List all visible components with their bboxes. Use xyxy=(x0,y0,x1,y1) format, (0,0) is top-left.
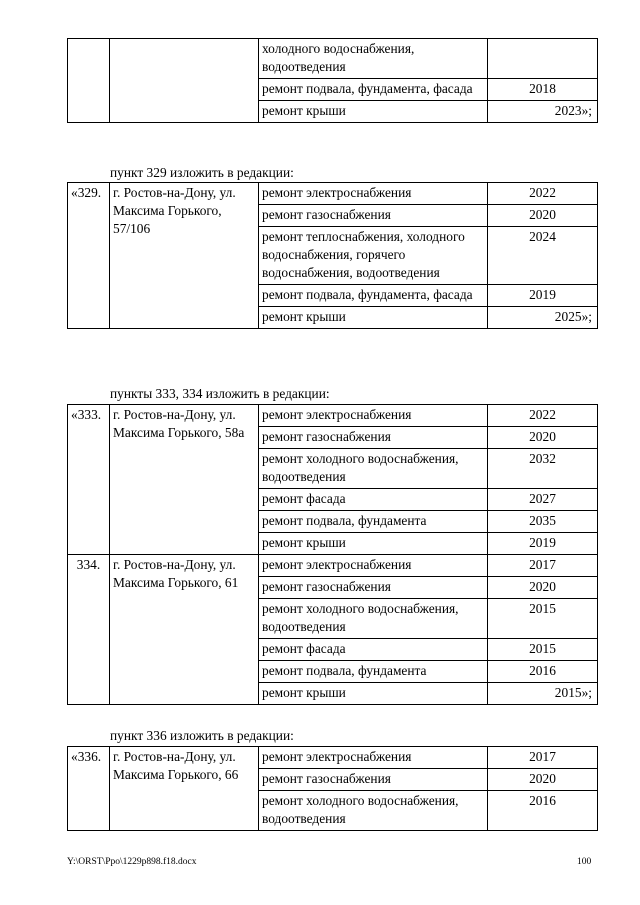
work-cell: холодного водоснабжения, водоотведения xyxy=(259,39,488,79)
year-cell: 2032 xyxy=(488,449,598,489)
number-cell xyxy=(68,39,110,123)
work-cell: ремонт электроснабжения xyxy=(259,183,488,205)
table-row xyxy=(68,747,598,769)
work-cell: ремонт подвала, фундамента xyxy=(259,661,488,683)
item-address: г. Ростов-на-Дону, ул. Максима Горького, 57/106 xyxy=(110,183,259,329)
file-path: Y:\ORST\Ppo\1229p898.f18.docx xyxy=(67,857,197,867)
work-cell: ремонт газоснабжения xyxy=(259,769,488,791)
item-number: 334. xyxy=(68,555,110,705)
continuation-table xyxy=(67,38,598,123)
year-cell: 2018 xyxy=(488,79,598,101)
work-cell: ремонт электроснабжения xyxy=(259,747,488,769)
year-cell: 2017 xyxy=(488,555,598,577)
year-cell: 2020 xyxy=(488,769,598,791)
table-row xyxy=(68,183,598,205)
year-cell: 2017 xyxy=(488,747,598,769)
item-number: «329. xyxy=(68,183,110,329)
year-cell: 2016 xyxy=(488,791,598,831)
section-intro: пункты 333, 334 изложить в редакции: xyxy=(110,386,330,401)
address-cell xyxy=(110,39,259,123)
year-cell: 2020 xyxy=(488,577,598,599)
section-intro: пункт 336 изложить в редакции: xyxy=(110,728,294,743)
table-row xyxy=(68,555,598,577)
year-cell xyxy=(488,39,598,79)
table-row xyxy=(68,39,598,79)
section-intro: пункт 329 изложить в редакции: xyxy=(110,165,294,180)
year-cell: 2035 xyxy=(488,511,598,533)
year-cell: 2025»; xyxy=(488,307,598,329)
work-cell: ремонт электроснабжения xyxy=(259,555,488,577)
year-cell: 2020 xyxy=(488,205,598,227)
year-cell: 2027 xyxy=(488,489,598,511)
year-cell: 2022 xyxy=(488,183,598,205)
page-number: 100 xyxy=(577,857,592,867)
table-329 xyxy=(67,182,598,329)
work-cell: ремонт подвала, фундамента, фасада xyxy=(259,285,488,307)
work-cell: ремонт фасада xyxy=(259,489,488,511)
year-cell: 2024 xyxy=(488,227,598,285)
year-cell: 2019 xyxy=(488,285,598,307)
work-cell: ремонт холодного водоснабжения, водоотведения xyxy=(259,449,488,489)
year-cell: 2016 xyxy=(488,661,598,683)
work-cell: ремонт крыши xyxy=(259,683,488,705)
work-cell: ремонт газоснабжения xyxy=(259,205,488,227)
work-cell: ремонт холодного водоснабжения, водоотведения xyxy=(259,599,488,639)
item-address: г. Ростов-на-Дону, ул. Максима Горького, 66 xyxy=(110,747,259,831)
work-cell: ремонт холодного водоснабжения, водоотведения xyxy=(259,791,488,831)
work-cell: ремонт электроснабжения xyxy=(259,405,488,427)
table-336 xyxy=(67,746,598,831)
table-333-334 xyxy=(67,404,598,705)
work-cell: ремонт крыши xyxy=(259,101,488,123)
item-number: «336. xyxy=(68,747,110,831)
year-cell: 2023»; xyxy=(488,101,598,123)
year-cell: 2015 xyxy=(488,599,598,639)
year-cell: 2022 xyxy=(488,405,598,427)
work-cell: ремонт крыши xyxy=(259,307,488,329)
year-cell: 2019 xyxy=(488,533,598,555)
table-row xyxy=(68,405,598,427)
work-cell: ремонт крыши xyxy=(259,533,488,555)
year-cell: 2015»; xyxy=(488,683,598,705)
work-cell: ремонт фасада xyxy=(259,639,488,661)
work-cell: ремонт теплоснабжения, холодного водоснабжения, горячего водоснабжения, водоотведения xyxy=(259,227,488,285)
item-number: «333. xyxy=(68,405,110,555)
year-cell: 2020 xyxy=(488,427,598,449)
work-cell: ремонт газоснабжения xyxy=(259,577,488,599)
item-address: г. Ростов-на-Дону, ул. Максима Горького, 61 xyxy=(110,555,259,705)
work-cell: ремонт подвала, фундамента xyxy=(259,511,488,533)
item-address: г. Ростов-на-Дону, ул. Максима Горького, 58а xyxy=(110,405,259,555)
work-cell: ремонт подвала, фундамента, фасада xyxy=(259,79,488,101)
work-cell: ремонт газоснабжения xyxy=(259,427,488,449)
year-cell: 2015 xyxy=(488,639,598,661)
